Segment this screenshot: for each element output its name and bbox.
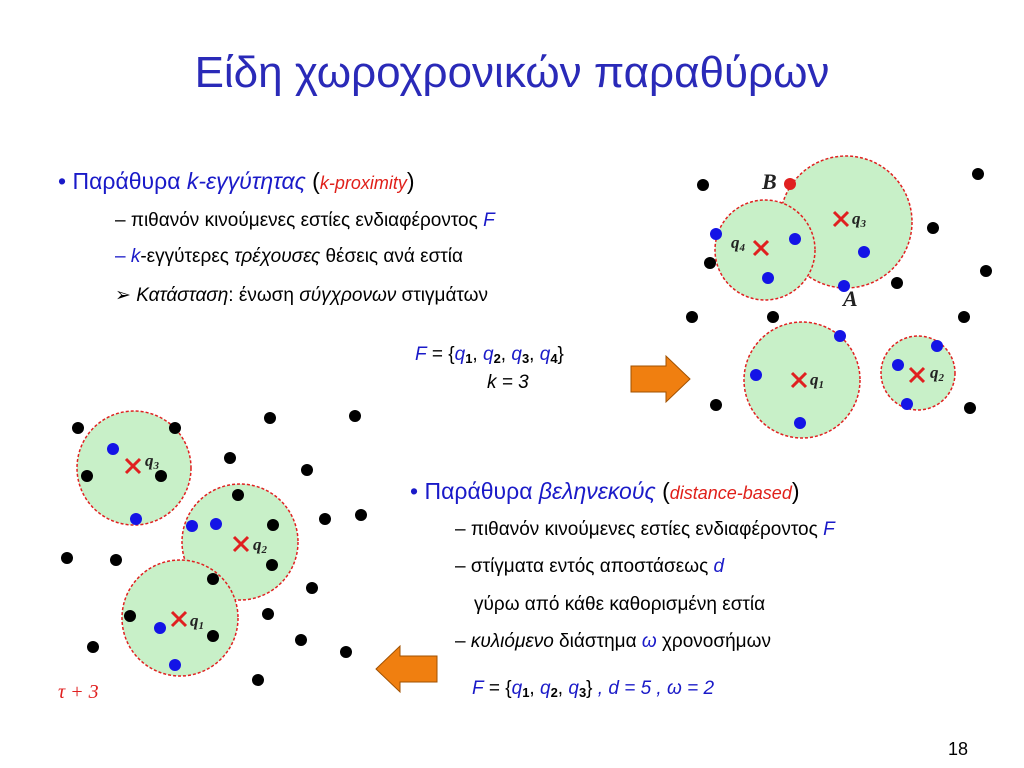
label-B: B <box>762 169 777 194</box>
point <box>834 330 846 342</box>
fset-close: } <box>557 344 564 365</box>
point <box>295 634 307 646</box>
page-number: 18 <box>947 739 968 759</box>
point <box>892 359 904 371</box>
arrow-bullet-icon: ➢ <box>115 285 131 306</box>
point <box>710 399 722 411</box>
arrow-left-icon <box>376 646 437 692</box>
point <box>858 246 870 258</box>
heading-text: Παράθυρα <box>424 478 539 504</box>
fset-eq: = { <box>483 678 512 699</box>
item-text-c: στιγμάτων <box>396 285 488 306</box>
point <box>319 513 331 525</box>
symbol-omega: ω <box>641 631 657 652</box>
item-text-c: χρονοσήμων <box>656 631 771 652</box>
section1-k-value: k = 3 <box>487 372 529 393</box>
point <box>972 168 984 180</box>
point <box>110 554 122 566</box>
sub: 2 <box>493 351 501 366</box>
page-title: Είδη χωροχρονικών παραθύρων <box>194 48 830 97</box>
paren-close: ) <box>791 478 800 504</box>
point <box>927 222 939 234</box>
item-text: – πιθανόν κινούμενες εστίες ενδιαφέροντος <box>115 210 484 231</box>
omega-value: ω = 2 <box>667 678 715 699</box>
point <box>61 552 73 564</box>
item-italic: Κατάσταση <box>136 285 229 306</box>
point <box>81 470 93 482</box>
item-text: διάστημα <box>553 631 642 652</box>
item-text: : ένωση <box>228 285 300 306</box>
section2-item3: γύρω από κάθε καθορισμένη εστία <box>474 594 766 615</box>
point <box>267 519 279 531</box>
paren-open: ( <box>655 478 670 504</box>
item-text: -εγγύτερες <box>140 246 235 267</box>
label-A: A <box>843 286 858 311</box>
diagram-bottom <box>58 410 367 703</box>
paren-open: ( <box>305 168 320 194</box>
point <box>704 257 716 269</box>
point <box>207 630 219 642</box>
q: q <box>454 344 466 365</box>
fset-eq: = { <box>426 344 455 365</box>
item-italic-2: σύγχρονων <box>299 285 397 306</box>
point <box>931 340 943 352</box>
q: q <box>930 363 939 382</box>
point <box>169 422 181 434</box>
heading-english: distance-based <box>669 483 792 503</box>
heading-k: k <box>186 168 199 194</box>
item-italic: τρέχουσες <box>234 246 321 267</box>
q: q <box>253 535 262 554</box>
point <box>355 509 367 521</box>
point <box>349 410 361 422</box>
point <box>262 608 274 620</box>
point <box>72 422 84 434</box>
point <box>210 518 222 530</box>
item-italic: κυλιόμενο <box>470 631 554 652</box>
point <box>980 265 992 277</box>
sub: 2 <box>938 372 944 384</box>
point <box>794 417 806 429</box>
point <box>901 398 913 410</box>
q: q <box>731 233 740 252</box>
item-text-c: θέσεις ανά εστία <box>320 246 464 267</box>
point <box>130 513 142 525</box>
sub: 3 <box>521 351 530 366</box>
point <box>124 610 136 622</box>
sub: 1 <box>522 685 530 700</box>
q: q <box>810 370 819 389</box>
point <box>964 402 976 414</box>
sub: 1 <box>818 379 824 391</box>
paren-close: ) <box>406 168 415 194</box>
q: q <box>539 344 551 365</box>
item-text: – στίγματα εντός αποστάσεως <box>455 556 714 577</box>
point <box>154 622 166 634</box>
point <box>301 464 313 476</box>
section2-fset: $F = \{q_1$, $q_2$, $q_3$} , d = 5 , ω = 2 <box>472 678 715 700</box>
point <box>697 179 709 191</box>
point <box>224 452 236 464</box>
point <box>686 311 698 323</box>
point <box>169 659 181 671</box>
point <box>107 443 119 455</box>
q: q <box>568 678 579 699</box>
symbol-F: F <box>823 519 835 540</box>
point <box>762 272 774 284</box>
point <box>264 412 276 424</box>
point <box>710 228 722 240</box>
point <box>767 311 779 323</box>
point <box>252 674 264 686</box>
point <box>789 233 801 245</box>
diagram-top <box>686 156 992 438</box>
symbol-F: F <box>483 210 495 231</box>
q: q <box>511 678 523 699</box>
point <box>186 520 198 532</box>
point <box>87 641 99 653</box>
point <box>306 582 318 594</box>
sub: 3 <box>578 685 587 700</box>
sub: 1 <box>465 351 473 366</box>
point-B <box>784 178 796 190</box>
q: q <box>190 611 199 630</box>
q: q <box>511 344 522 365</box>
arrow-right-icon <box>631 356 690 402</box>
q: q <box>145 451 154 470</box>
sub: 3 <box>153 460 159 472</box>
point <box>266 559 278 571</box>
dash: – <box>455 631 471 652</box>
bullet: • <box>58 168 67 194</box>
sub: 3 <box>860 218 866 230</box>
heading-english: k-proximity <box>319 173 407 193</box>
symbol-F: F <box>472 678 484 699</box>
symbol-d: d <box>713 556 725 577</box>
sub: 4 <box>550 351 558 366</box>
item-text: – πιθανόν κινούμενες εστίες ενδιαφέροντος <box>455 519 824 540</box>
sub: 1 <box>198 620 204 632</box>
d-value: , d = 5 , <box>592 678 667 699</box>
heading-italic: βεληνεκούς <box>538 478 656 504</box>
q: q <box>482 344 494 365</box>
fset-close: } <box>586 678 593 699</box>
q: q <box>852 209 861 228</box>
point <box>891 277 903 289</box>
point <box>207 573 219 585</box>
heading-text-b: -εγγύτητας <box>198 168 306 194</box>
sub: 2 <box>550 685 558 700</box>
point <box>750 369 762 381</box>
point <box>958 311 970 323</box>
bullet: • <box>410 478 419 504</box>
point <box>232 489 244 501</box>
q: q <box>539 678 551 699</box>
section1-fset: $F = \{q_1$, $q_2$, $q_3$, $q_4$} <box>415 344 564 366</box>
sub: 4 <box>739 242 745 254</box>
sub: 2 <box>261 544 267 556</box>
point <box>340 646 352 658</box>
dash: – <box>115 246 131 267</box>
symbol-k: k <box>130 246 141 267</box>
heading-text: Παράθυρα <box>72 168 187 194</box>
label-tau: τ + 3 <box>58 681 99 703</box>
symbol-F: F <box>415 344 427 365</box>
